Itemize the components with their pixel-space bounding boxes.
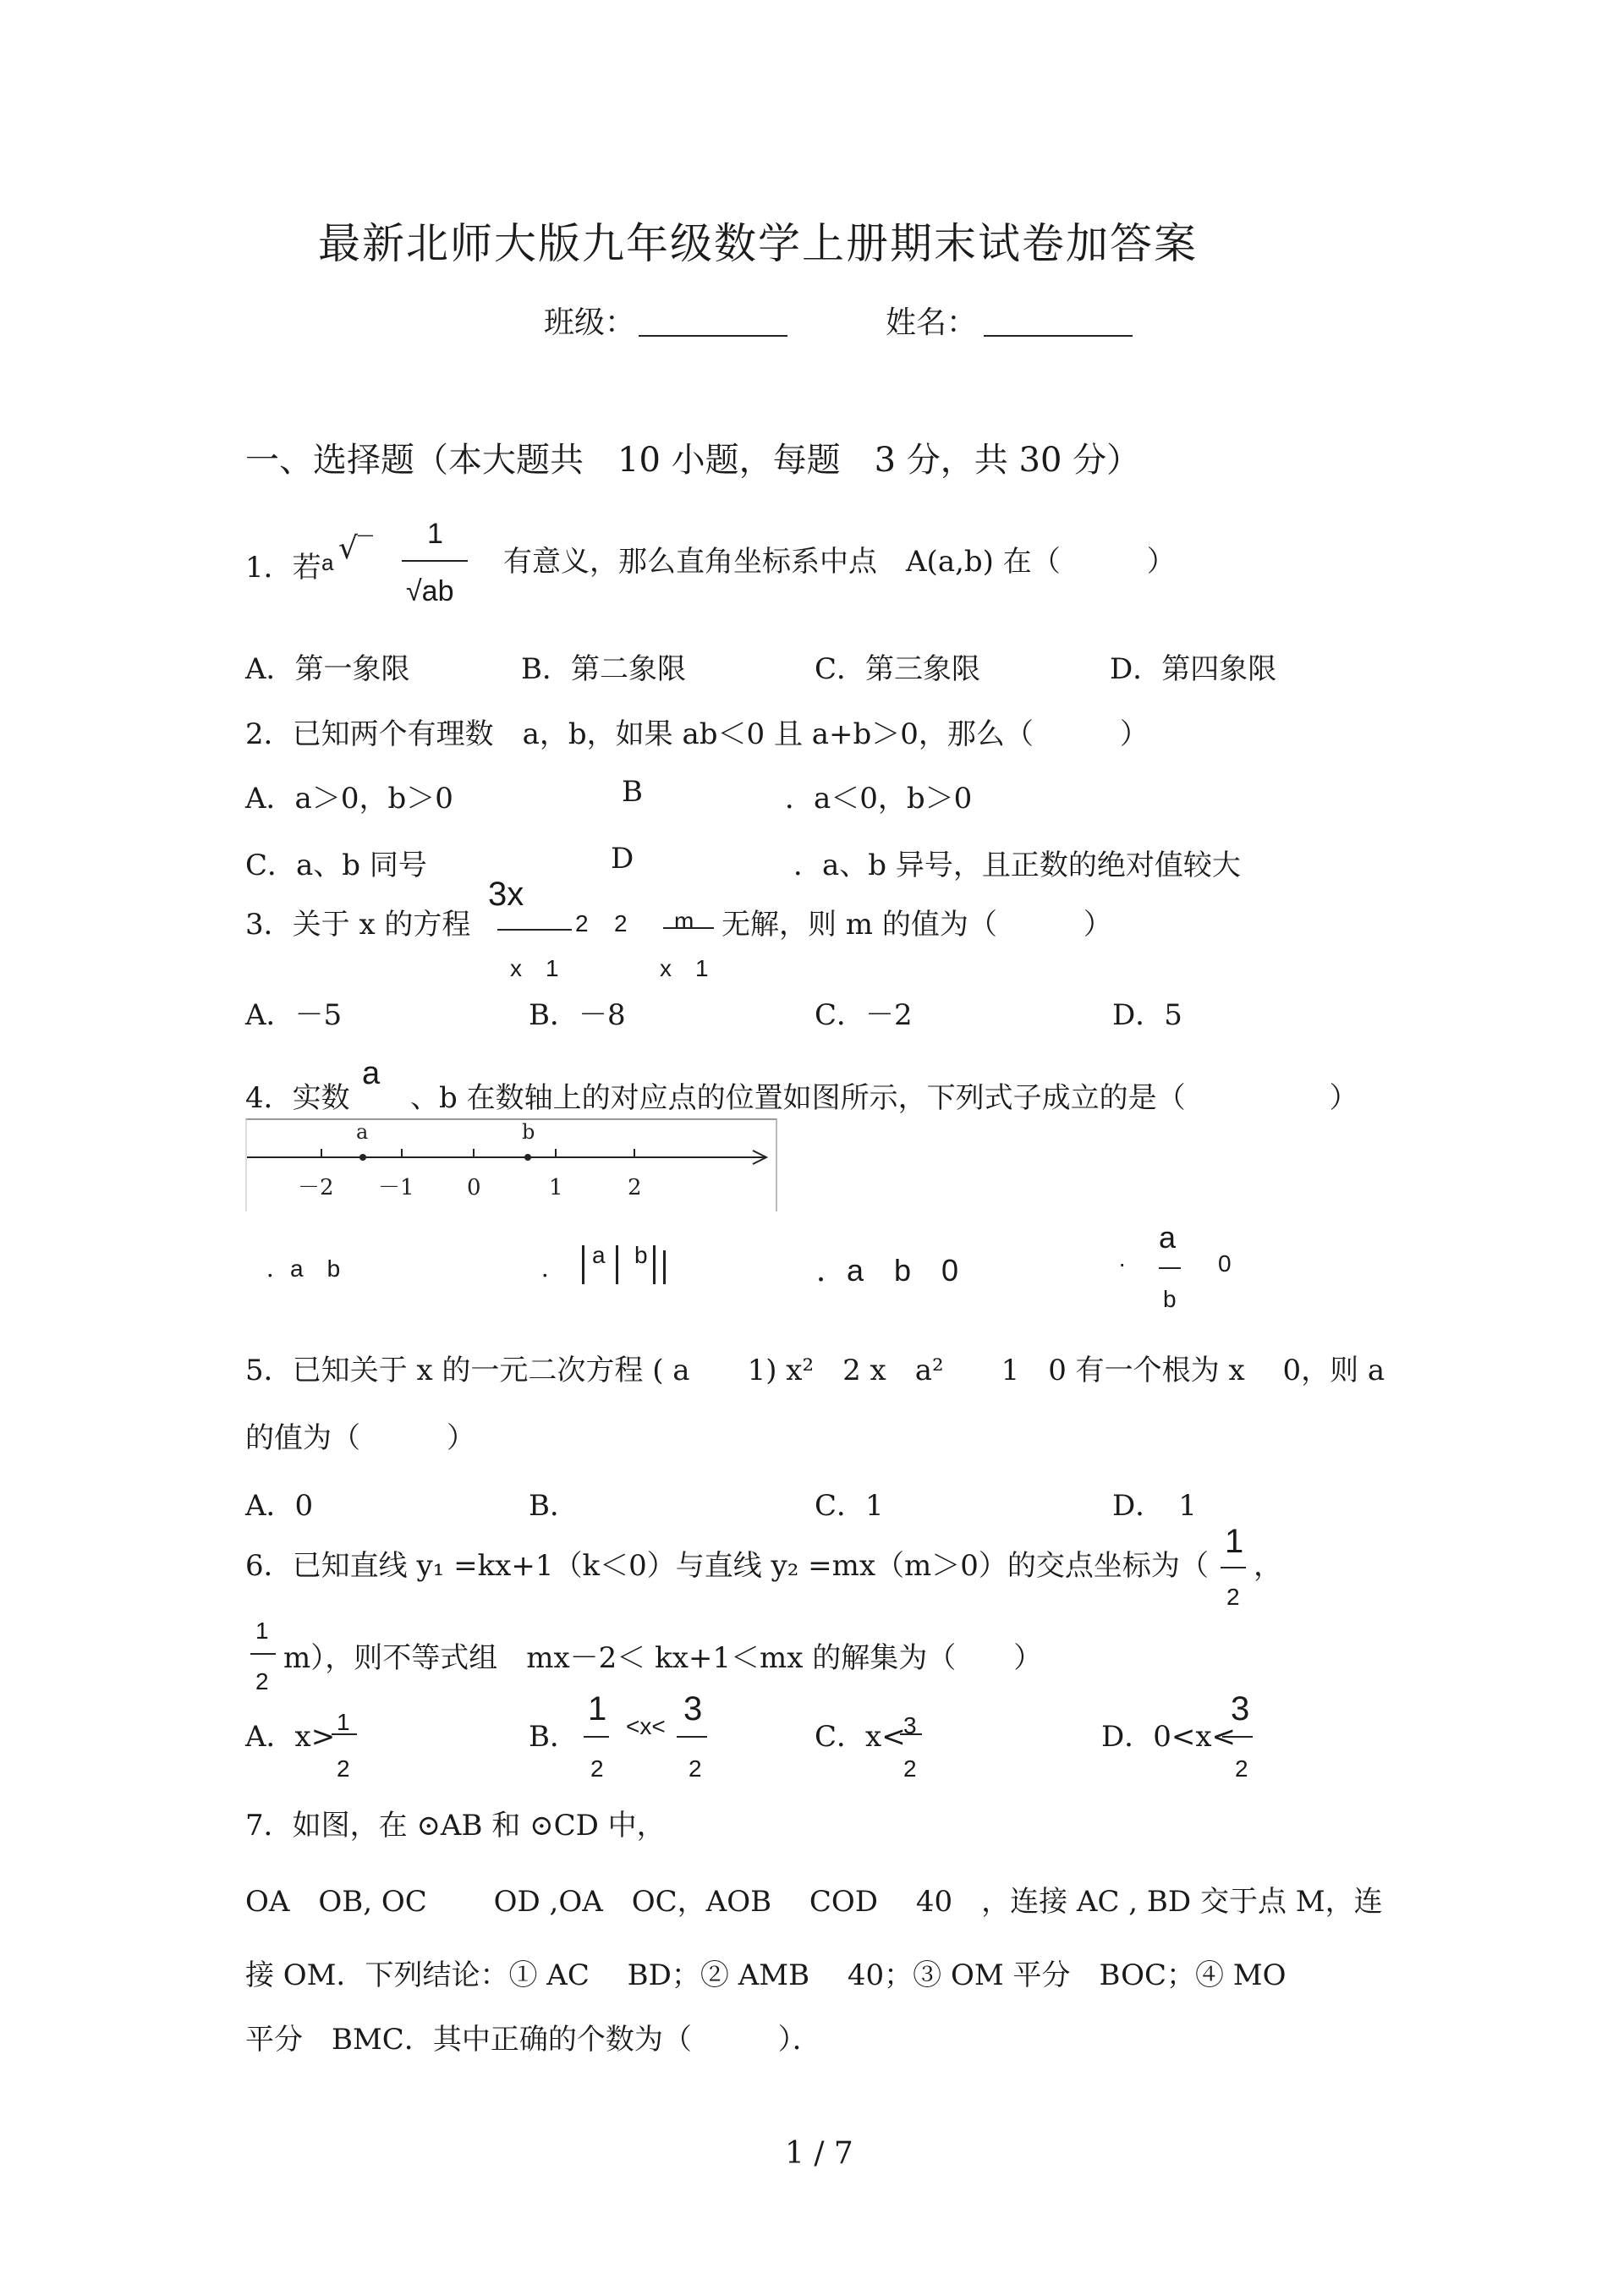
q3-text: 无解，则 m 的值为（ ） bbox=[721, 908, 1112, 942]
q4-option-b-abs-outer bbox=[663, 1250, 666, 1284]
q7-line2: OA OB, OC OD ,OA OC，AOB COD 40 ，连接 AC , BD 交于点 M，连 bbox=[245, 1885, 1383, 1919]
q6-half-numerator: 1 bbox=[1225, 1523, 1244, 1560]
q3-numerator: 3x bbox=[488, 876, 524, 913]
q3-two-b: 2 bbox=[614, 910, 628, 937]
q2-option-d-letter: D bbox=[611, 842, 634, 876]
q6-line2-numerator: 1 bbox=[255, 1618, 269, 1644]
tick-label-neg2: －2 bbox=[298, 1175, 334, 1200]
q3-fraction-bar-1 bbox=[497, 929, 572, 931]
q4-text: 、b 在数轴上的对应点的位置如图所示，下列式子成立的是（ ） bbox=[410, 1081, 1358, 1115]
q2-option-b-letter: B bbox=[622, 775, 643, 809]
name-blank bbox=[984, 305, 1133, 337]
tick-label-one: 1 bbox=[549, 1175, 563, 1200]
q6-line2: m），则不等式组 mx－2＜ kx+1＜mx 的解集为（ ） bbox=[283, 1641, 1043, 1675]
q6-half-denominator: 2 bbox=[1226, 1584, 1240, 1610]
q7-line3: 接 OM．下列结论：① AC BD；② AMB 40；③ OM 平分 BOC；④ MO bbox=[245, 1958, 1287, 1992]
tick-label-neg1: －1 bbox=[378, 1175, 414, 1200]
q2-text: 2．已知两个有理数 a，b，如果 ab＜0 且 a+b＞0，那么（ ） bbox=[245, 717, 1149, 751]
number-line-figure bbox=[245, 1118, 777, 1211]
q6-option-b: B． bbox=[529, 1720, 579, 1754]
q6-option-c: C．x< bbox=[815, 1720, 906, 1754]
name-label: 姓名： bbox=[886, 305, 978, 340]
q2-option-d: ．a、b 异号，且正数的绝对值较大 bbox=[793, 849, 1241, 882]
q6-option-c-numerator: 3 bbox=[903, 1712, 917, 1738]
q5-option-c: C．1 bbox=[815, 1489, 884, 1523]
q1-sqrt-sign: √‾ bbox=[338, 531, 373, 566]
point-b bbox=[524, 1154, 531, 1161]
q6-option-c-bar bbox=[900, 1733, 922, 1735]
point-a bbox=[359, 1154, 366, 1161]
class-label: 班级： bbox=[544, 305, 636, 340]
q6-line2-bar bbox=[250, 1653, 276, 1655]
q3-option-b: B．－8 bbox=[529, 998, 626, 1032]
q3-option-a: A．－5 bbox=[245, 998, 343, 1032]
q4-option-b-b: b bbox=[634, 1242, 648, 1268]
q2-option-c: C．a、b 同号 bbox=[245, 849, 427, 882]
q7-line4: 平分 BMC．其中正确的个数为（ ）． bbox=[245, 2023, 821, 2057]
q6-option-d-bar bbox=[1222, 1736, 1253, 1738]
q5-line1: 5．已知关于 x 的一元二次方程 ( a 1) x² 2 x a² 1 0 有一个根为 x 0，则 a bbox=[245, 1354, 1385, 1387]
q4-option-b-abs-right bbox=[653, 1245, 656, 1284]
q6-option-d-numerator: 3 bbox=[1231, 1690, 1250, 1727]
q4-option-d-denominator: b bbox=[1163, 1286, 1177, 1312]
q6-option-b-denominator: 2 bbox=[590, 1755, 604, 1782]
q6-option-a-bar bbox=[332, 1733, 357, 1735]
q3-option-c: C．－2 bbox=[815, 998, 913, 1032]
q1-fraction-numerator: 1 bbox=[427, 518, 443, 550]
q6-option-a-denominator: 2 bbox=[337, 1755, 350, 1782]
class-blank bbox=[639, 305, 787, 337]
q6-option-b-middle: <x< bbox=[626, 1713, 666, 1739]
q4-option-d-numerator: a bbox=[1159, 1220, 1177, 1255]
q5-option-b: B． bbox=[529, 1489, 579, 1523]
q6-option-b-denominator-2: 2 bbox=[689, 1755, 702, 1782]
q3-option-d: D．5 bbox=[1112, 998, 1182, 1032]
q1-a: a bbox=[321, 550, 334, 575]
q4-option-d-zero: 0 bbox=[1218, 1250, 1232, 1277]
label-point-a: a bbox=[356, 1120, 369, 1144]
q6-option-b-bar-2 bbox=[677, 1736, 707, 1738]
q5-line2: 的值为（ ） bbox=[245, 1421, 475, 1455]
q6-option-b-bar bbox=[584, 1736, 609, 1738]
q1-option-a: A．第一象限 bbox=[245, 652, 410, 686]
q3-prefix: 3．关于 x 的方程 bbox=[245, 908, 471, 942]
q4-prefix: 4．实数 bbox=[245, 1081, 350, 1115]
number-line bbox=[247, 1120, 776, 1210]
q1-fraction-bar bbox=[402, 560, 468, 562]
q6-half-bar bbox=[1221, 1567, 1246, 1568]
q1-option-c: C．第三象限 bbox=[815, 652, 981, 686]
q3-fraction-bar-2 bbox=[663, 927, 714, 929]
page-number: 1 / 7 bbox=[785, 2136, 853, 2171]
q6-line2-denominator: 2 bbox=[255, 1668, 269, 1695]
q3-m-numerator: m bbox=[674, 908, 694, 934]
q1-fraction-denominator: √ab bbox=[406, 575, 454, 607]
q4-option-b-dot: ． bbox=[541, 1255, 566, 1282]
section-heading: 一、选择题（本大题共 10 小题，每题 3 分，共 30 分） bbox=[245, 441, 1141, 480]
q6-comma: ， bbox=[1254, 1549, 1282, 1583]
tick-label-zero: 0 bbox=[467, 1175, 481, 1200]
q1-option-d: D．第四象限 bbox=[1110, 652, 1277, 686]
q4-option-d-fraction-bar bbox=[1159, 1267, 1181, 1269]
q1-option-b: B．第二象限 bbox=[521, 652, 686, 686]
tick-label-two: 2 bbox=[628, 1175, 642, 1200]
q3-two-a: 2 bbox=[575, 910, 589, 937]
q4-option-a: ．a b bbox=[266, 1255, 341, 1282]
q4-option-b-abs-mid bbox=[616, 1245, 618, 1284]
q7-line1: 7．如图，在 ⊙AB 和 ⊙CD 中， bbox=[245, 1809, 666, 1843]
q4-option-b-abs-left bbox=[582, 1245, 584, 1284]
q6-option-d: D．0<x< bbox=[1101, 1720, 1237, 1754]
q6-line1: 6．已知直线 y₁ =kx+1（k＜0）与直线 y₂ =mx（m＞0）的交点坐标为（ bbox=[245, 1549, 1209, 1583]
q6-option-b-numerator: 1 bbox=[588, 1690, 607, 1727]
q3-denominator-1: x 1 bbox=[510, 955, 559, 981]
q2-option-a: A．a＞0，b＞0 bbox=[245, 782, 453, 816]
label-point-b: b bbox=[522, 1120, 535, 1144]
q6-option-b-numerator-2: 3 bbox=[683, 1690, 703, 1727]
q6-option-d-denominator: 2 bbox=[1235, 1755, 1248, 1782]
q5-option-d: D． 1 bbox=[1112, 1489, 1197, 1523]
q4-option-c: ．a b 0 bbox=[816, 1253, 959, 1288]
q6-option-c-denominator: 2 bbox=[903, 1755, 917, 1782]
q2-option-b: ．a＜0，b＞0 bbox=[785, 782, 973, 816]
q6-option-a-numerator: 1 bbox=[337, 1709, 350, 1735]
q5-option-a: A．0 bbox=[245, 1489, 314, 1523]
q4-option-b-a: a bbox=[592, 1242, 606, 1268]
page-title: 最新北师大版九年级数学上册期末试卷加答案 bbox=[318, 219, 1198, 268]
q1-prefix: 1．若 bbox=[245, 551, 321, 585]
q1-text: 有意义，那么直角坐标系中点 A(a,b) 在（ ） bbox=[503, 545, 1176, 579]
q4-option-d-dot: · bbox=[1118, 1250, 1127, 1277]
q6-option-a: A．x> bbox=[245, 1720, 336, 1754]
q4-variable-a: a bbox=[362, 1056, 381, 1091]
q3-denominator-2: x 1 bbox=[660, 955, 709, 981]
